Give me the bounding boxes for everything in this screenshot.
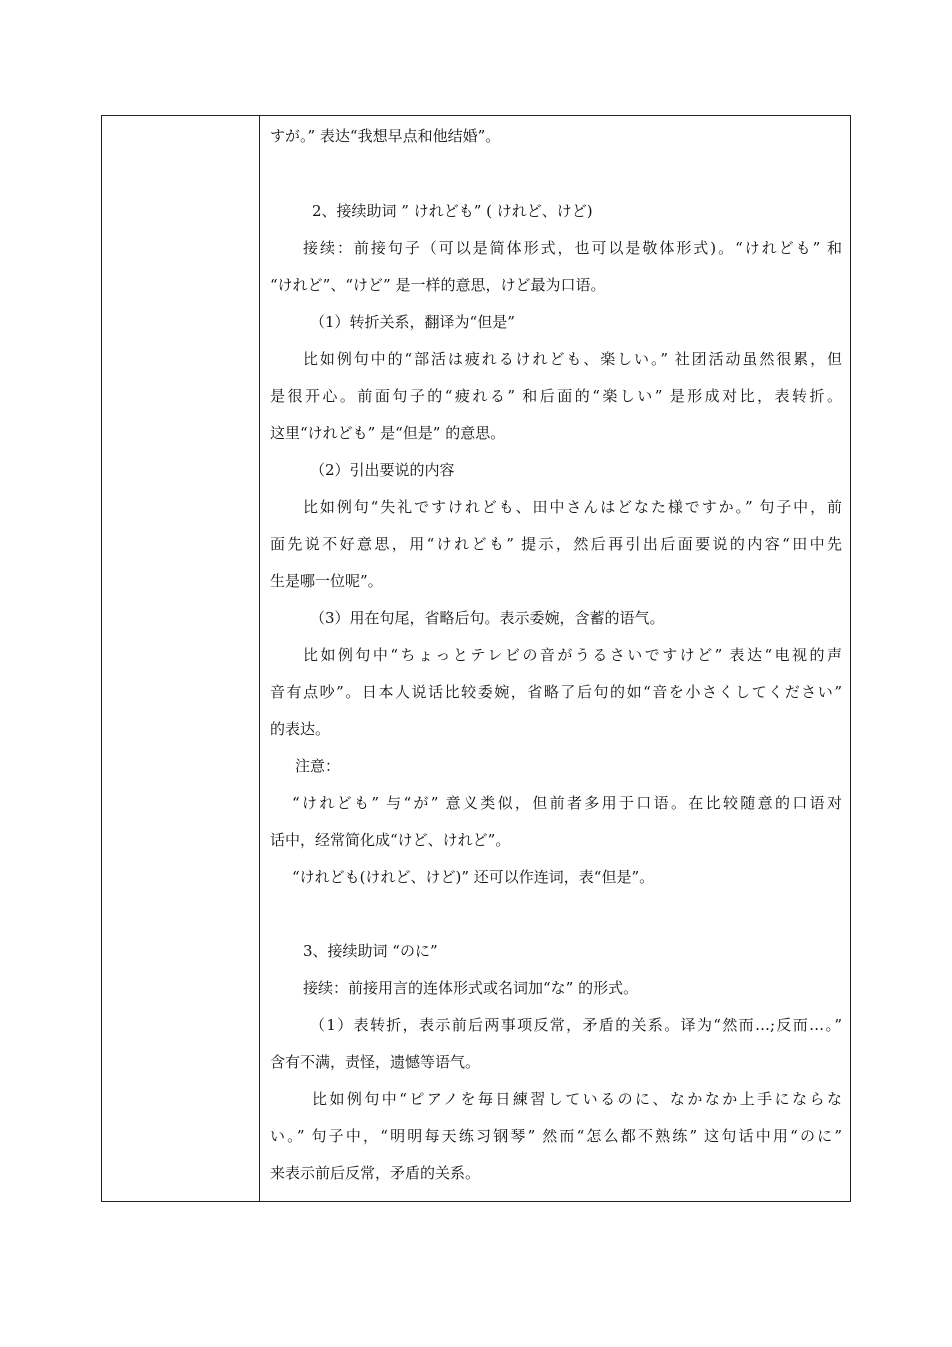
text-line: “けれど”、“けど” 是一样的意思，けど最为口语。 bbox=[270, 276, 606, 294]
text-line: 这里“けれども” 是“但是” 的意思。 bbox=[270, 424, 506, 442]
text-line: 比如例句中“ピアノを毎日練習しているのに、なかなか上手にならな bbox=[312, 1090, 842, 1108]
text-line: 的表达。 bbox=[270, 720, 331, 738]
text-line: 来表示前后反常，矛盾的关系。 bbox=[270, 1164, 481, 1182]
sub-heading: （1）转折关系，翻译为“但是” bbox=[310, 313, 515, 331]
table-right-cell bbox=[260, 116, 850, 1201]
text-line: 音有点吵”。日本人说话比较委婉，省略了后句的如“音を小さくしてください” bbox=[270, 683, 842, 701]
sub-heading: （3）用在句尾，省略后句。表示委婉，含蓄的语气。 bbox=[310, 609, 665, 627]
text-line: 比如例句中“ちょっとテレビの音がうるさいですけど” 表达“电视的声 bbox=[303, 646, 842, 664]
text-line: 含有不满，责怪，遗憾等语气。 bbox=[270, 1053, 481, 1071]
table-left-cell bbox=[102, 116, 260, 1201]
sub-heading: （1）表转折，表示前后两事项反常，矛盾的关系。译为“然而…;反而…。” bbox=[310, 1016, 842, 1034]
text-line: 比如例句中的“部活は疲れるけれども、楽しい。” 社团活动虽然很累，但 bbox=[303, 350, 842, 368]
text-line: 接续：前接句子（可以是简体形式，也可以是敬体形式)。“けれども” 和 bbox=[303, 239, 842, 257]
text-line: “けれども” 与“が” 意义类似，但前者多用于口语。在比较随意的口语对 bbox=[292, 794, 842, 812]
text-line: い。” 句子中，“明明每天练习钢琴” 然而“怎么都不熟练” 这句话中用“のに” bbox=[270, 1127, 842, 1145]
text-line: “けれども(けれど、けど)” 还可以作连词，表“但是”。 bbox=[292, 868, 655, 886]
section-heading-2: 2、接续助词 ” けれども” ( けれど、けど) bbox=[312, 202, 593, 220]
text-line: 比如例句“失礼ですけれども、田中さんはどなた様ですか。” 句子中，前 bbox=[303, 498, 842, 516]
text-line: 话中，经常简化成“けど、けれど”。 bbox=[270, 831, 511, 849]
note-label: 注意： bbox=[295, 757, 341, 775]
text-line: 接续：前接用言的连体形式或名词加“な” 的形式。 bbox=[303, 979, 639, 997]
sub-heading: （2）引出要说的内容 bbox=[310, 461, 455, 479]
content-table bbox=[101, 115, 851, 1202]
text-line: すが。” 表达“我想早点和他结婚”。 bbox=[270, 127, 501, 145]
section-heading-3: 3、接续助词 “のに” bbox=[303, 942, 438, 960]
text-line: 是很开心。前面句子的“疲れる” 和后面的“楽しい” 是形成对比，表转折。 bbox=[270, 387, 842, 405]
text-line: 面先说不好意思，用“けれども” 提示，然后再引出后面要说的内容“田中先 bbox=[270, 535, 842, 553]
text-line: 生是哪一位呢”。 bbox=[270, 572, 383, 590]
